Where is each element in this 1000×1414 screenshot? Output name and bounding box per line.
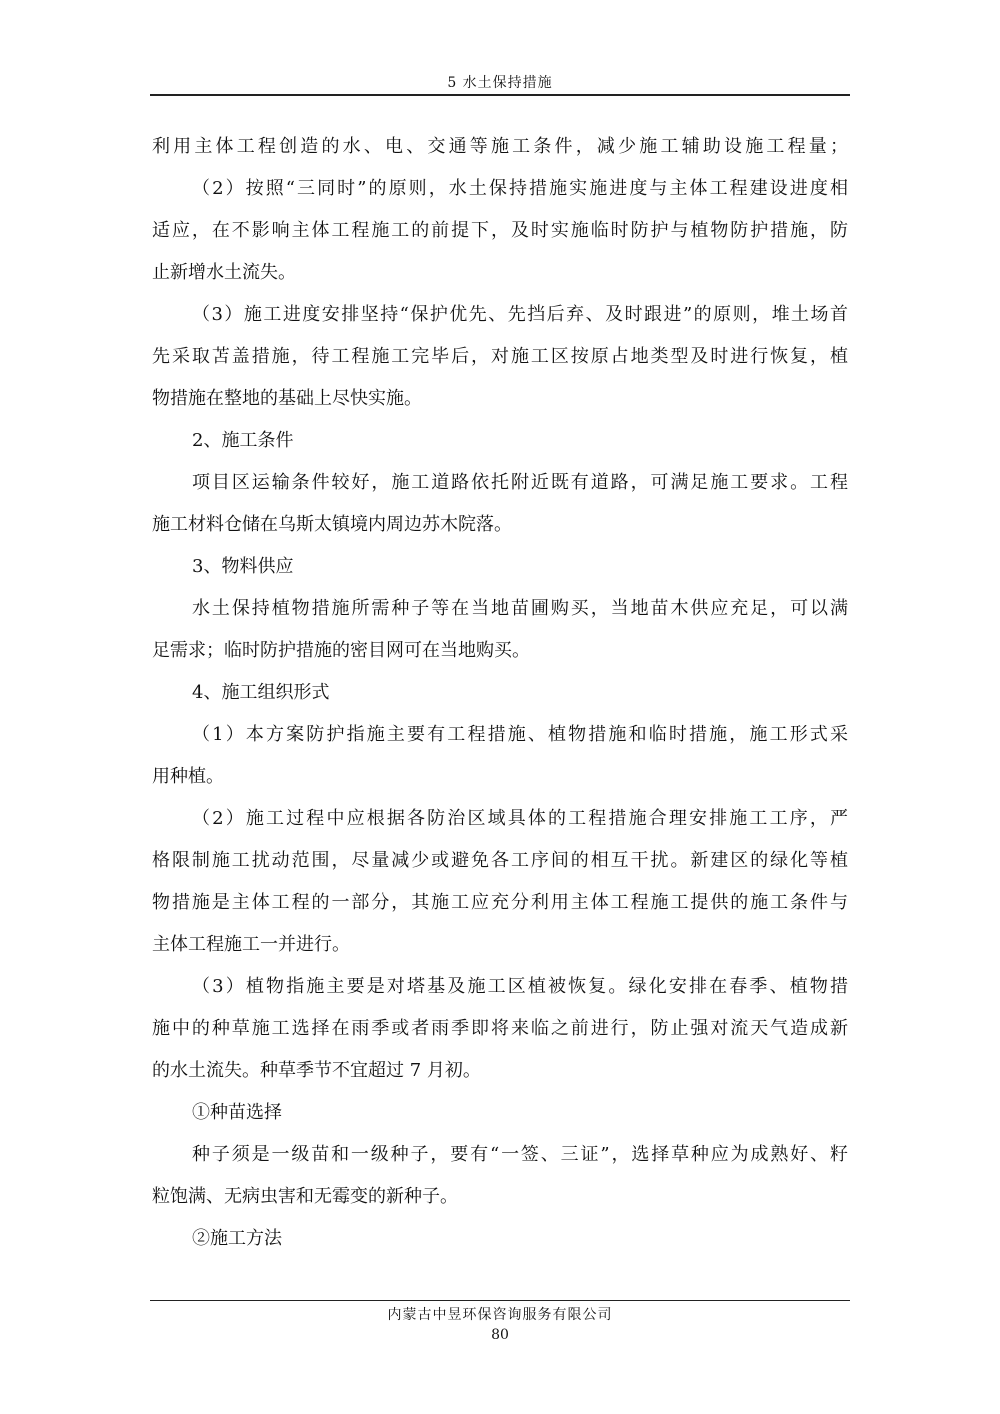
text-line: 足需求；临时防护措施的密目网可在当地购买。 bbox=[152, 640, 530, 661]
text-line: 的水土流失。种草季节不宜超过 7 月初。 bbox=[152, 1060, 481, 1081]
text-line: （2）施工过程中应根据各防治区域具体的工程措施合理安排施工工序，严 bbox=[192, 808, 848, 829]
text-line: 主体工程施工一并进行。 bbox=[152, 934, 350, 955]
document-body bbox=[152, 126, 848, 1260]
text-line: 项目区运输条件较好，施工道路依托附近既有道路，可满足施工要求。工程 bbox=[192, 472, 848, 493]
text-line: （2）按照“三同时”的原则，水土保持措施实施进度与主体工程建设进度相 bbox=[192, 178, 848, 199]
running-header: 5 水土保持措施 bbox=[447, 75, 553, 91]
section-heading: 4、施工组织形式 bbox=[192, 682, 330, 703]
text-line: 粒饱满、无病虫害和无霉变的新种子。 bbox=[152, 1186, 458, 1207]
text-line: 水土保持植物措施所需种子等在当地苗圃购买，当地苗木供应充足，可以满 bbox=[192, 598, 848, 619]
subsection-heading: ②施工方法 bbox=[192, 1228, 282, 1249]
text-line: 施中的种草施工选择在雨季或者雨季即将来临之前进行，防止强对流天气造成新 bbox=[152, 1018, 848, 1039]
text-line: （1）本方案防护指施主要有工程措施、植物措施和临时措施，施工形式采 bbox=[192, 724, 848, 745]
section-heading: 2、施工条件 bbox=[192, 430, 294, 451]
text-line: 止新增水土流失。 bbox=[152, 262, 296, 283]
page-number: 80 bbox=[491, 1327, 509, 1343]
text-line: 施工材料仓储在乌斯太镇境内周边苏木院落。 bbox=[152, 514, 512, 535]
header-divider bbox=[150, 94, 850, 96]
footer-divider bbox=[150, 1300, 850, 1301]
text-line: 格限制施工扰动范围，尽量减少或避免各工序间的相互干扰。新建区的绿化等植 bbox=[152, 850, 848, 871]
text-line: 物措施在整地的基础上尽快实施。 bbox=[152, 388, 422, 409]
text-line: 用种植。 bbox=[152, 766, 224, 787]
text-line: （3）植物指施主要是对塔基及施工区植被恢复。绿化安排在春季、植物措 bbox=[192, 976, 848, 997]
text-line: 物措施是主体工程的一部分，其施工应充分利用主体工程施工提供的施工条件与 bbox=[152, 892, 848, 913]
text-line: 适应，在不影响主体工程施工的前提下，及时实施临时防护与植物防护措施，防 bbox=[152, 220, 848, 241]
text-line: （3）施工进度安排坚持“保护优先、先挡后弃、及时跟进”的原则，堆土场首 bbox=[192, 304, 848, 325]
text-line: 先采取苫盖措施，待工程施工完毕后，对施工区按原占地类型及时进行恢复，植 bbox=[152, 346, 848, 367]
subsection-heading: ①种苗选择 bbox=[192, 1102, 282, 1123]
text-line: 利用主体工程创造的水、电、交通等施工条件，减少施工辅助设施工程量； bbox=[152, 136, 848, 157]
text-line: 种子须是一级苗和一级种子，要有“一签、三证”，选择草种应为成熟好、籽 bbox=[192, 1144, 848, 1165]
section-heading: 3、物料供应 bbox=[192, 556, 294, 577]
footer-company-name: 内蒙古中昱环保咨询服务有限公司 bbox=[387, 1307, 613, 1323]
